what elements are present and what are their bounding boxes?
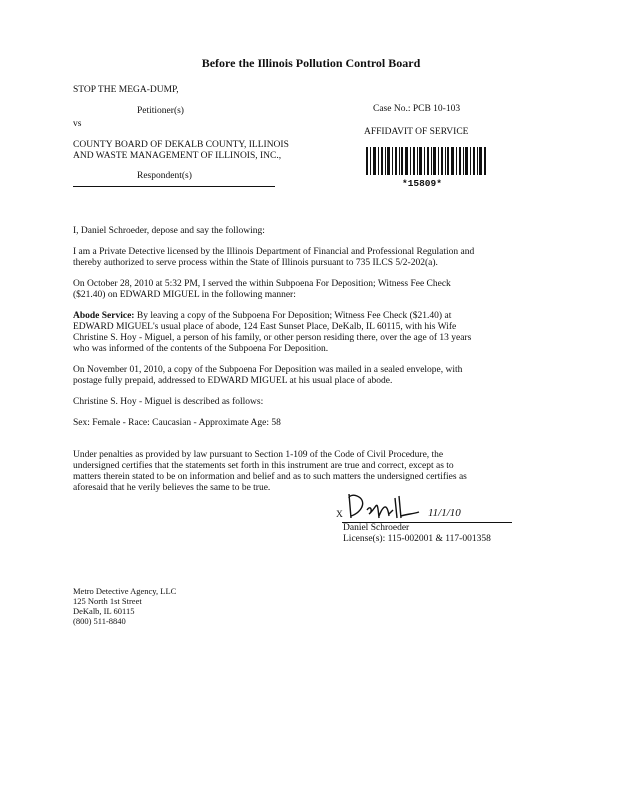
abode-paragraph-line-2: EDWARD MIGUEL's usual place of abode, 124 East Sunset Place, DeKalb, IL 60115, with his Wife <box>73 322 457 332</box>
agency-phone: (800) 511-8840 <box>73 616 126 626</box>
penalties-paragraph-line-2: undersigned certifies that the statements set forth in this instrument are true and correct, except as to <box>73 461 454 471</box>
agency-street: 125 North 1st Street <box>73 596 142 606</box>
abode-paragraph-line-1-text: By leaving a copy of the Subpoena For Deposition; Witness Fee Check ($21.40) at <box>136 311 452 321</box>
case-number: Case No.: PCB 10-103 <box>373 104 461 114</box>
respondent-line-2: AND WASTE MANAGEMENT OF ILLINOIS, INC., <box>73 151 282 161</box>
description-intro: Christine S. Hoy - Miguel is described as follows: <box>73 397 264 407</box>
agency-name: Metro Detective Agency, LLC <box>73 586 177 596</box>
abode-paragraph-line-4: who was informed of the contents of the Subpoena For Deposition. <box>73 344 329 354</box>
service-paragraph <box>73 279 517 301</box>
agency-block <box>73 586 176 626</box>
license-paragraph-line-1: I am a Private Detective licensed by the Illinois Department of Financial and Professional Regulation and <box>73 247 475 257</box>
penalties-paragraph-line-1: Under penalties as provided by law pursuant to Section 1-109 of the Code of Civil Procedure, the <box>73 450 444 460</box>
mailing-paragraph <box>73 365 517 387</box>
penalties-paragraph <box>73 450 517 494</box>
license-paragraph <box>73 247 517 269</box>
abode-service-label: Abode Service: <box>73 311 135 321</box>
penalties-paragraph-line-4: aforesaid that he verily believes the same to be true. <box>73 483 271 493</box>
signature-x: X <box>336 510 343 520</box>
affidavit-heading: AFFIDAVIT OF SERVICE <box>364 127 469 137</box>
signature-date: 11/1/10 <box>428 507 461 519</box>
respondent-rule <box>73 186 275 187</box>
vs-label: vs <box>73 119 82 129</box>
agency-city: DeKalb, IL 60115 <box>73 606 135 616</box>
intro-paragraph: I, Daniel Schroeder, depose and say the following: <box>73 226 265 236</box>
respondent-label: Respondent(s) <box>137 171 192 181</box>
service-paragraph-line-1: On October 28, 2010 at 5:32 PM, I served the within Subpoena For Deposition; Witness Fee Check <box>73 279 451 289</box>
barcode-image <box>366 147 486 175</box>
abode-paragraph-line-1 <box>73 311 517 322</box>
signer-name: Daniel Schroeder <box>343 523 410 533</box>
abode-paragraph-line-3: Christine S. Hoy - Miguel, a person of his family, or other person residing there, over the age of 13 years <box>73 333 472 343</box>
document-title: Before the Illinois Pollution Control Board <box>201 56 421 70</box>
signature-image <box>343 488 421 522</box>
mailing-paragraph-line-1: On November 01, 2010, a copy of the Subpoena For Deposition was mailed in a sealed envelope, with <box>73 365 463 375</box>
mailing-paragraph-line-2: postage fully prepaid, addressed to EDWARD MIGUEL at his usual place of abode. <box>73 376 393 386</box>
barcode-number: *15809* <box>402 178 442 189</box>
description-details: Sex: Female - Race: Caucasian - Approximate Age: 58 <box>73 418 281 428</box>
penalties-paragraph-line-3: matters therein stated to be on information and belief and as to such matters the undersigned certifies as <box>73 472 467 482</box>
abode-paragraph <box>73 311 517 355</box>
petitioner-name: STOP THE MEGA-DUMP, <box>73 85 179 95</box>
service-paragraph-line-2: ($21.40) on EDWARD MIGUEL in the following manner: <box>73 290 296 300</box>
petitioner-label: Petitioner(s) <box>137 106 184 116</box>
license-paragraph-line-2: thereby authorized to serve process within the State of Illinois pursuant to 735 ILCS 5/2-202(a). <box>73 258 438 268</box>
respondent-line-1: COUNTY BOARD OF DEKALB COUNTY, ILLINOIS <box>73 140 289 150</box>
license-numbers: License(s): 115-002001 & 117-001358 <box>343 534 491 544</box>
